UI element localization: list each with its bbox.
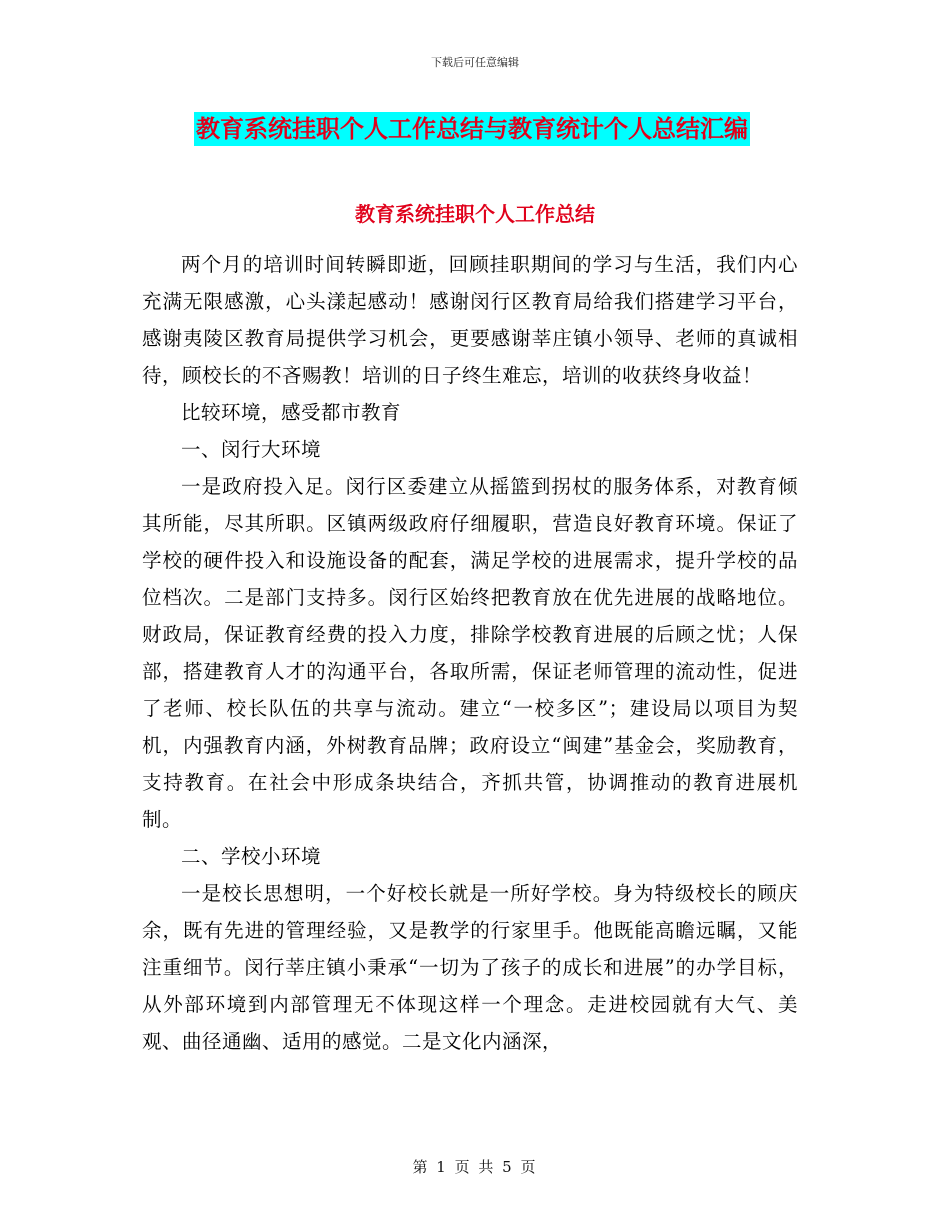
page-footer: 第 1 页 共 5 页 [412,1158,538,1176]
header-note: 下载后可任意编辑 [431,56,519,69]
section-title: 教育系统挂职个人工作总结 [355,202,595,226]
paragraph: 二、学校小环境 [181,845,322,868]
body-text [142,246,798,1060]
paragraph: 比较环境，感受都市教育 [181,401,402,424]
paragraph: 一是政府投入足。闵行区委建立从摇篮到拐杖的服务体系，对教育倾其所能，尽其所职。区镇两级政府仔细履职，营造良好教育环境。保证了学校的硬件投入和设施设备的配套，满足学校的进展需求，提升学校的品位档次。二是部门支持多。闵行区始终把教育放在优先进展的战略地位。财政局，保证教育经费的投入力度，排除学校教育进展的后顾之忧；人保部，搭建教育人才的沟通平台，各取所需，保证老师管理的流动性，促进了老师、校长队伍的共享与流动。建立“一校多区”；建设局以项目为契机，内强教育内涵，外树教育品牌；政府设立“闽建”基金会，奖励教育，支持教育。在社会中形成条块结合，齐抓共管，协调推动的教育进展机制。 [142,475,798,831]
paragraph: 一是校长思想明，一个好校长就是一所好学校。身为特级校长的顾庆余，既有先进的管理经验，又是教学的行家里手。他既能高瞻远瞩，又能注重细节。闵行莘庄镇小秉承“一切为了孩子的成长和进展”的办学目标，从外部环境到内部管理无不体现这样一个理念。走进校园就有大气、美观、曲径通幽、适用的感觉。二是文化内涵深， [142,882,798,1053]
paragraph: 一、闵行大环境 [181,438,322,461]
paragraph: 两个月的培训时间转瞬即逝，回顾挂职期间的学习与生活，我们内心充满无限感激，心头漾起感动！感谢闵行区教育局给我们搭建学习平台，感谢夷陵区教育局提供学习机会，更要感谢莘庄镇小领导、老师的真诚相待，顾校长的不吝赐教！培训的日子终生难忘，培训的收获终身收益！ [142,253,798,387]
document-title: 教育系统挂职个人工作总结与教育统计个人总结汇编 [194,112,750,146]
